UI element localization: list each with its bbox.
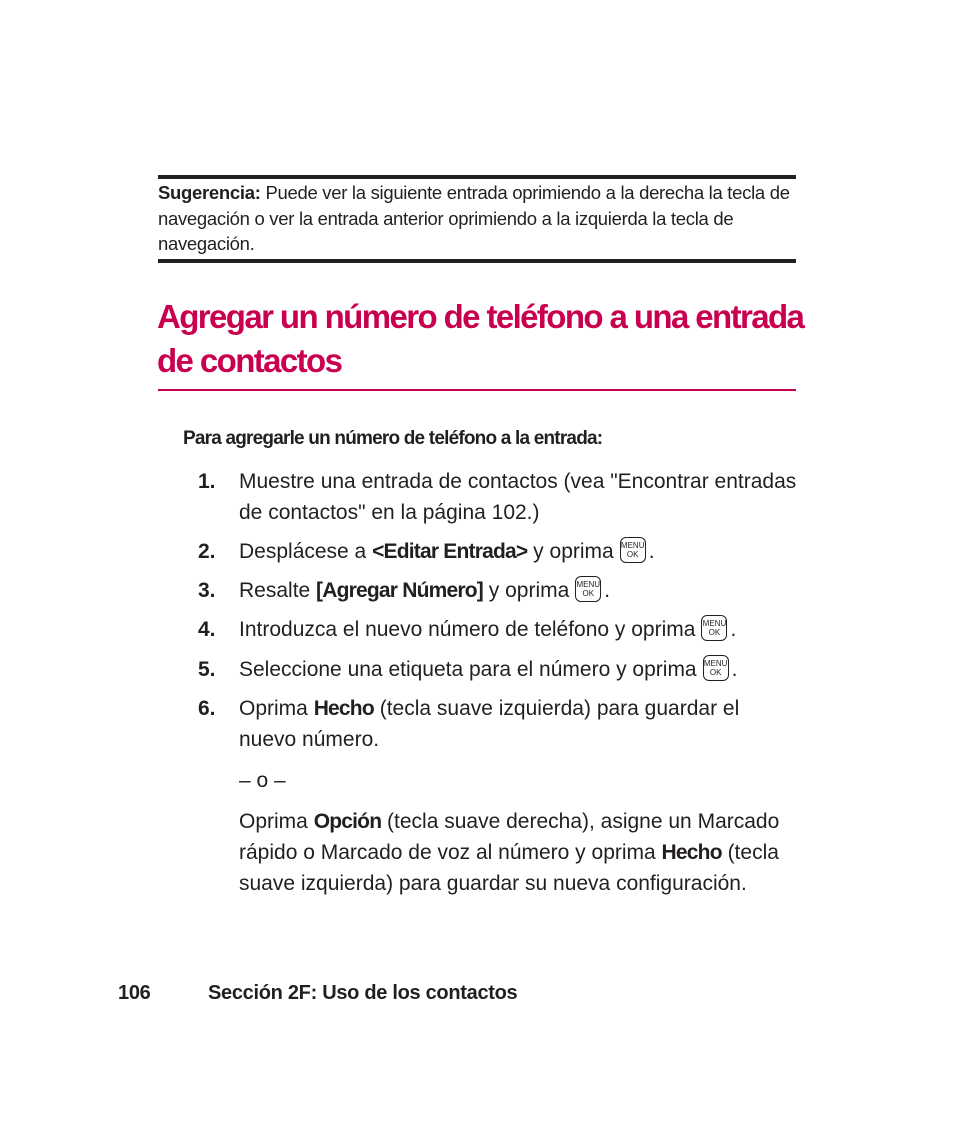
step-text: Resalte [Agregar Número] y oprima MENU OK .: [239, 575, 799, 606]
section-title: Agregar un número de teléfono a una entrada de contactos: [157, 298, 804, 379]
or-separator: – o –: [239, 769, 286, 792]
page-number: 106: [118, 982, 151, 1004]
tip-top-rule: [158, 175, 796, 179]
softkey-hecho: Hecho: [313, 697, 374, 720]
menu-option-agregar-numero: [Agregar Número]: [316, 579, 483, 602]
title-rule: [158, 389, 796, 391]
step-number: 3.: [198, 579, 216, 602]
step-number: 2.: [198, 540, 216, 563]
step-number: 6.: [198, 697, 216, 720]
menu-ok-key-icon: MENU OK: [701, 615, 727, 641]
softkey-hecho: Hecho: [661, 841, 722, 864]
step-text: Introduzca el nuevo número de teléfono y oprima MENU OK .: [239, 614, 799, 645]
step-text: Desplácese a <Editar Entrada> y oprima MENU OK .: [239, 536, 799, 567]
tip-box: [158, 180, 798, 257]
step-number: 4.: [198, 618, 216, 641]
softkey-opcion: Opción: [313, 810, 382, 833]
instructions-intro: Para agregarle un número de teléfono a la entrada:: [183, 428, 603, 449]
step-text: Seleccione una etiqueta para el número y oprima MENU OK .: [239, 654, 799, 685]
step-number: 5.: [198, 658, 216, 681]
menu-ok-key-icon: MENU OK: [575, 576, 601, 602]
step-text: Oprima Hecho (tecla suave izquierda) para guardar el nuevo número.: [239, 697, 740, 751]
alternative-instructions: Oprima Opción (tecla suave derecha), asigne un Marcado rápido o Marcado de voz al número y oprima Hecho (tecla suave izquierda) para guardar su nueva configuración.: [239, 810, 780, 895]
footer-section-title: Sección 2F: Uso de los contactos: [208, 982, 518, 1004]
tip-text: Puede ver la siguiente entrada oprimiendo a la derecha la tecla de navegación o ver la entrada anterior oprimiendo a la izquierda la tecla de navegación.: [158, 182, 790, 254]
menu-ok-key-icon: MENU OK: [703, 655, 729, 681]
menu-ok-key-icon: MENU OK: [620, 537, 646, 563]
tip-label: Sugerencia:: [158, 182, 261, 203]
page-footer: [118, 982, 518, 1005]
step-number: 1.: [198, 470, 216, 493]
tip-bottom-rule: [158, 259, 796, 263]
step-text: Muestre una entrada de contactos (vea "Encontrar entradas de contactos" en la página 102.): [239, 470, 797, 524]
menu-option-editar-entrada: <Editar Entrada>: [372, 540, 528, 563]
